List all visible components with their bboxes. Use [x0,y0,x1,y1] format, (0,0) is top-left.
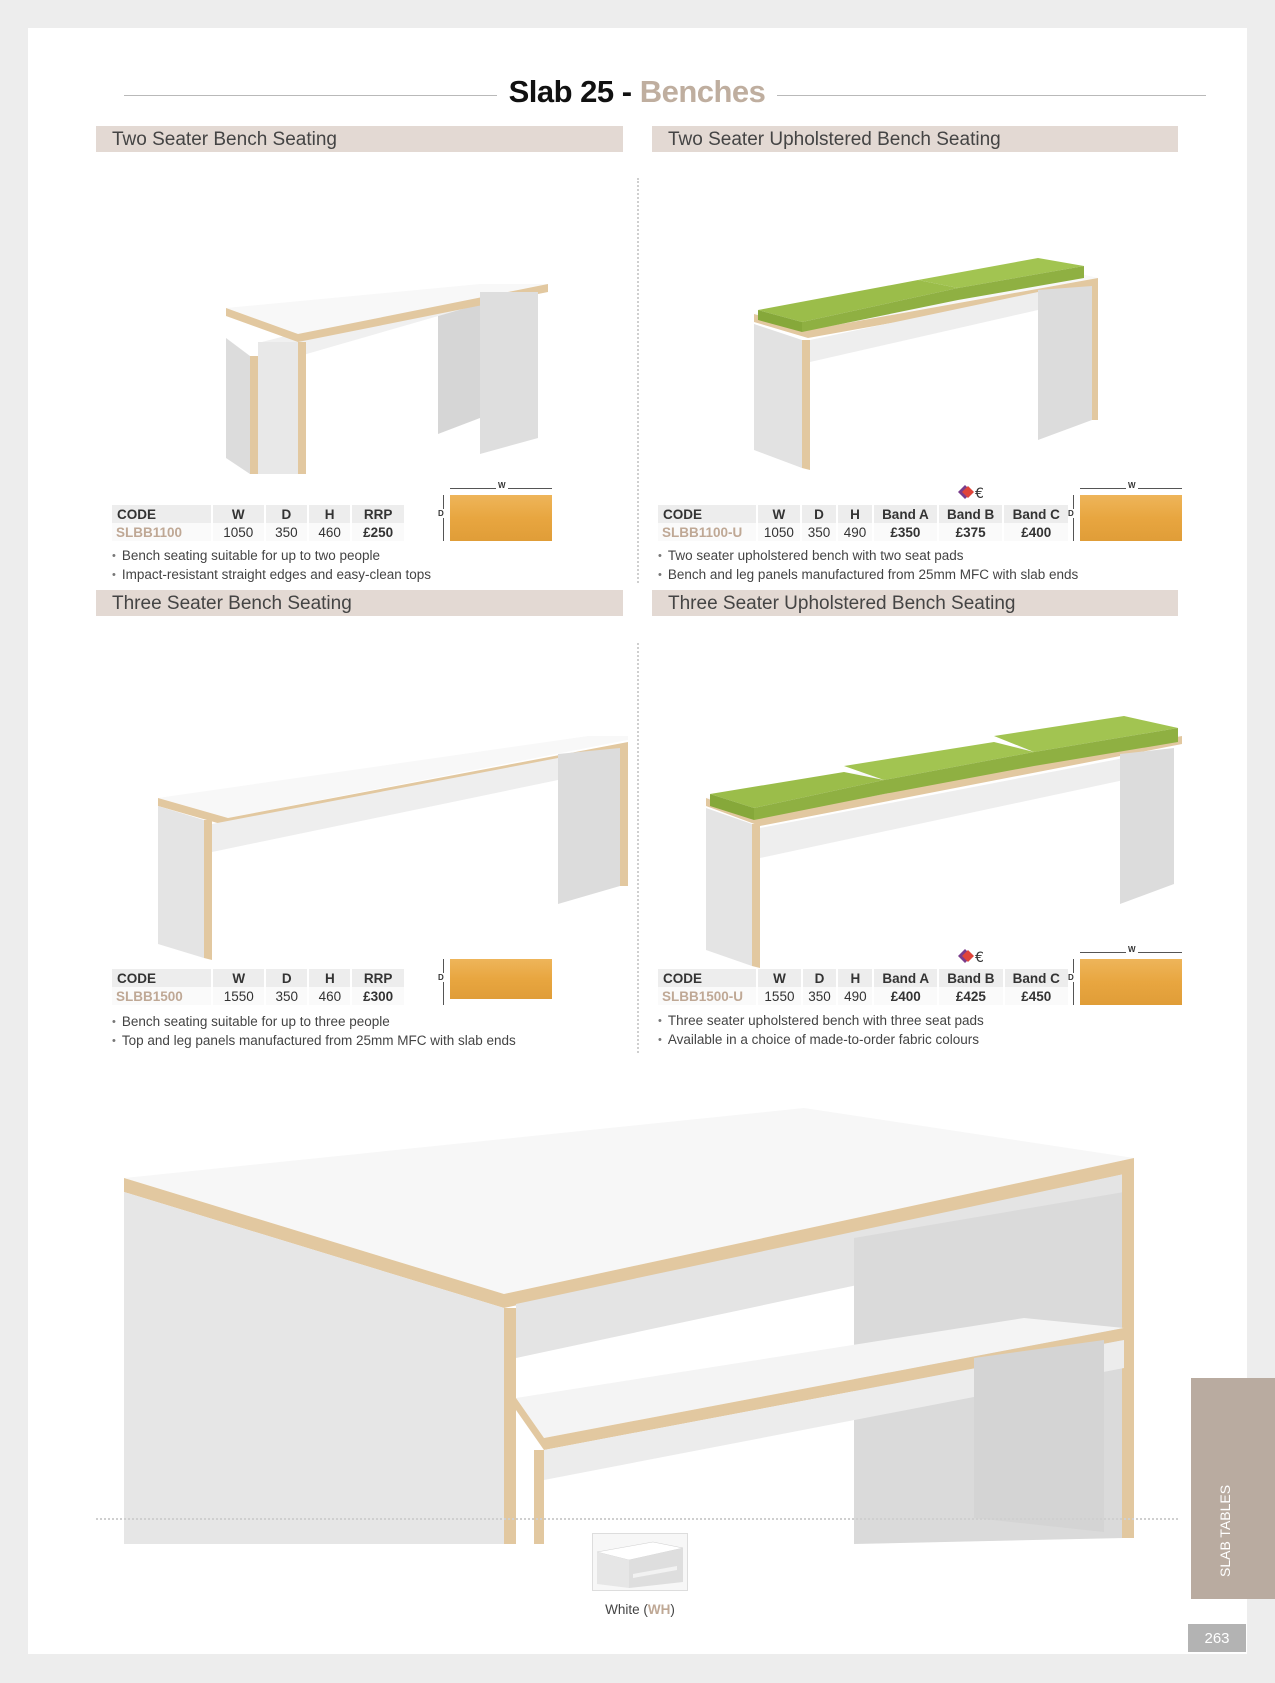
section-side-tab [1191,1378,1275,1599]
product-code: SLBB1500 [112,987,212,1005]
column-header: Band A [873,969,938,987]
title-row [96,52,1178,109]
column-header: W [757,969,801,987]
price-value: £250 [351,523,405,541]
column-header: RRP [351,505,405,523]
table-header-row [112,505,405,523]
table-header-row [658,505,1069,523]
column-header: D [802,969,838,987]
price-value: £300 [351,987,405,1005]
fabric-swatch-icon [956,483,986,501]
feature-list-three-seater [112,1013,516,1051]
depth-label: D [1068,509,1074,518]
list-item: • Two seater upholstered bench with two seat pads [658,547,1078,566]
column-header: RRP [351,969,405,987]
list-item: • Bench and leg panels manufactured from 25mm MFC with slab ends [658,566,1078,585]
section-heading-three-seater-upholstered: Three Seater Upholstered Bench Seating [652,590,1178,616]
column-header: Band C [1004,969,1069,987]
height-value: 460 [308,523,351,541]
price-band-b: £375 [938,523,1004,541]
finish-swatch [450,959,552,999]
table-row [112,523,405,541]
finish-code: WH [647,1602,671,1617]
price-band-c: £450 [1004,987,1069,1005]
list-item: • Impact-resistant straight edges and easy-clean tops [112,566,431,585]
depth-label: D [1068,973,1074,982]
depth-value: 350 [265,523,308,541]
width-value: 1550 [212,987,265,1005]
price-band-a: £350 [873,523,938,541]
column-header: Band B [938,505,1004,523]
column-header: CODE [658,969,757,987]
depth-value: 350 [265,987,308,1005]
two-seater-bench-image [178,238,558,478]
column-header: D [265,505,308,523]
width-label: W [1128,945,1136,954]
column-header: D [265,969,308,987]
finish-close: ) [670,1602,675,1617]
column-header: W [757,505,801,523]
width-label: W [498,481,506,490]
width-label: W [1128,481,1136,490]
table-header-row [658,969,1069,987]
finish-caption [560,1602,720,1617]
price-band-a: £400 [873,987,938,1005]
column-header: Band A [873,505,938,523]
three-seater-upholstered-bench-image [704,708,1204,968]
column-header: W [212,969,265,987]
list-item: • Top and leg panels manufactured from 25mm MFC with slab ends [112,1032,516,1051]
depth-value: 350 [802,987,838,1005]
list-item: • Bench seating suitable for up to two people [112,547,431,566]
fabric-swatch-icon [956,947,986,965]
depth-value: 350 [801,523,837,541]
dimension-swatch [1068,483,1180,541]
width-value: 1050 [757,523,801,541]
column-header: H [837,969,873,987]
finish-thumbnail [592,1533,688,1591]
finish-swatch [450,495,552,541]
column-divider [637,643,639,1053]
spec-table-three-seater-upholstered [658,969,1070,1005]
table-row [112,987,405,1005]
title-accent: Benches [639,74,766,109]
list-item: • Bench seating suitable for up to three people [112,1013,516,1032]
column-header: CODE [112,505,212,523]
table-header-row [112,969,405,987]
column-header: H [837,505,873,523]
product-code: SLBB1100-U [658,523,757,541]
dimension-swatch [438,947,550,1005]
column-header: CODE [658,505,757,523]
catalogue-page [28,28,1247,1654]
feature-list-two-seater-upholstered [658,547,1078,585]
feature-list-two-seater [112,547,431,585]
list-item: • Three seater upholstered bench with three seat pads [658,1012,984,1031]
column-header: CODE [112,969,212,987]
page-title [96,74,1178,110]
page-number: 263 [1188,1624,1246,1652]
table-and-bench-hero-image [124,1108,1134,1544]
depth-label: D [438,509,444,518]
section-heading-three-seater: Three Seater Bench Seating [96,590,623,616]
three-seater-bench-image [128,708,628,968]
two-seater-upholstered-bench-image [748,244,1128,484]
spec-table-two-seater-upholstered [658,505,1070,541]
width-value: 1550 [757,987,801,1005]
white-finish-icon [593,1534,687,1590]
spec-table-two-seater [112,505,406,541]
svg-text:€: € [975,486,984,501]
list-item: • Available in a choice of made-to-order fabric colours [658,1031,984,1050]
title-main: Slab 25 - [508,74,640,109]
finish-swatch [1080,495,1182,541]
price-band-c: £400 [1003,523,1069,541]
footer-divider [96,1518,1178,1520]
depth-label: D [438,973,444,982]
table-row [658,523,1069,541]
svg-text:€: € [975,950,984,965]
height-value: 490 [837,987,873,1005]
column-divider [637,178,639,583]
table-row [658,987,1069,1005]
column-header: D [801,505,837,523]
width-value: 1050 [212,523,265,541]
finish-label: White ( [605,1602,648,1617]
height-value: 490 [837,523,873,541]
column-header: H [308,505,351,523]
product-code: SLBB1500-U [658,987,757,1005]
section-heading-two-seater: Two Seater Bench Seating [96,126,623,152]
column-header: H [308,969,351,987]
feature-list-three-seater-upholstered [658,1012,984,1050]
price-band-b: £425 [938,987,1003,1005]
side-tab-label: SLAB TABLES [1217,1484,1233,1577]
product-code: SLBB1100 [112,523,212,541]
dimension-swatch [1068,947,1180,1005]
height-value: 460 [308,987,351,1005]
dimension-swatch [438,483,550,541]
spec-table-three-seater [112,969,406,1005]
column-header: W [212,505,265,523]
column-header: Band B [938,969,1003,987]
column-header: Band C [1003,505,1069,523]
section-heading-two-seater-upholstered: Two Seater Upholstered Bench Seating [652,126,1178,152]
finish-swatch [1080,959,1182,1005]
